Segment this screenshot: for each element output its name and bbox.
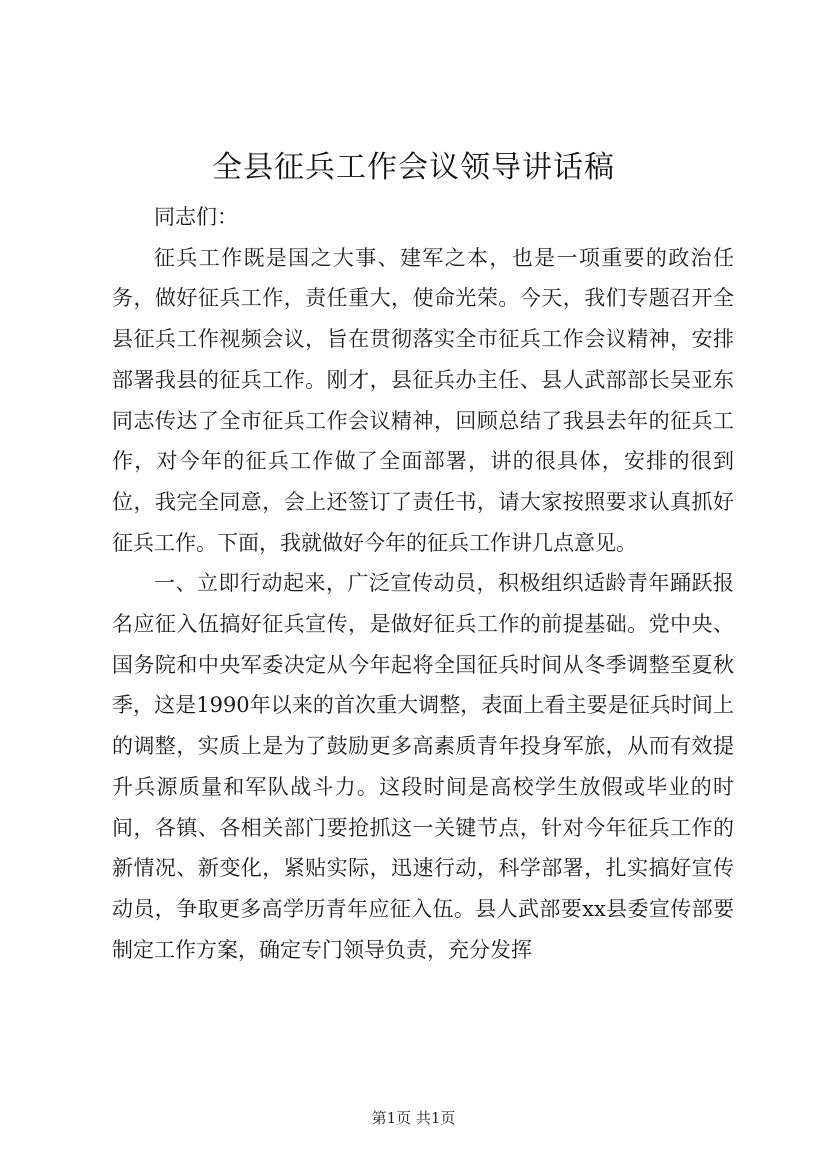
page-number-footer: 第1页 共1页	[371, 1109, 456, 1127]
salutation: 同志们：	[154, 205, 238, 229]
document-title: 全县征兵工作会议领导讲话稿	[212, 150, 615, 185]
paragraph-intro: 征兵工作既是国之大事、建军之本，也是一项重要的政治任务，做好征兵工作，责任重大，使命光荣。今天，我们专题召开全县征兵工作视频会议，旨在贯彻落实全市征兵工作会议精神，安排部署我县的征兵工作。刚才，县征兵办主任、县人武部部长吴亚东同志传达了全市征兵工作会议精神，回顾总结了我县去年的征兵工作，对今年的征兵工作做了全面部署，讲的很具体，安排的很到位，我完全同意，会上还签订了责任书，请大家按照要求认真抓好征兵工作。下面，我就做好今年的征兵工作讲几点意见。	[112, 245, 734, 555]
document-body	[112, 197, 734, 970]
paragraph-section-one: 一、立即行动起来，广泛宣传动员，积极组织适龄青年踊跃报名应征入伍搞好征兵宣传，是做好征兵工作的前提基础。党中央、国务院和中央军委决定从今年起将全国征兵时间从冬季调整至夏秋季，这是1990年以来的首次重大调整，表面上看主要是征兵时间上的调整，实质上是为了鼓励更多高素质青年投身军旅，从而有效提升兵源质量和军队战斗力。这段时间是高校学生放假或毕业的时间，各镇、各相关部门要抢抓这一关键节点，针对今年征兵工作的新情况、新变化，紧贴实际，迅速行动，科学部署，扎实搞好宣传动员，争取更多高学历青年应征入伍。县人武部要xx县委宣传部要制定工作方案，确定专门领导负责，充分发挥	[112, 571, 734, 962]
